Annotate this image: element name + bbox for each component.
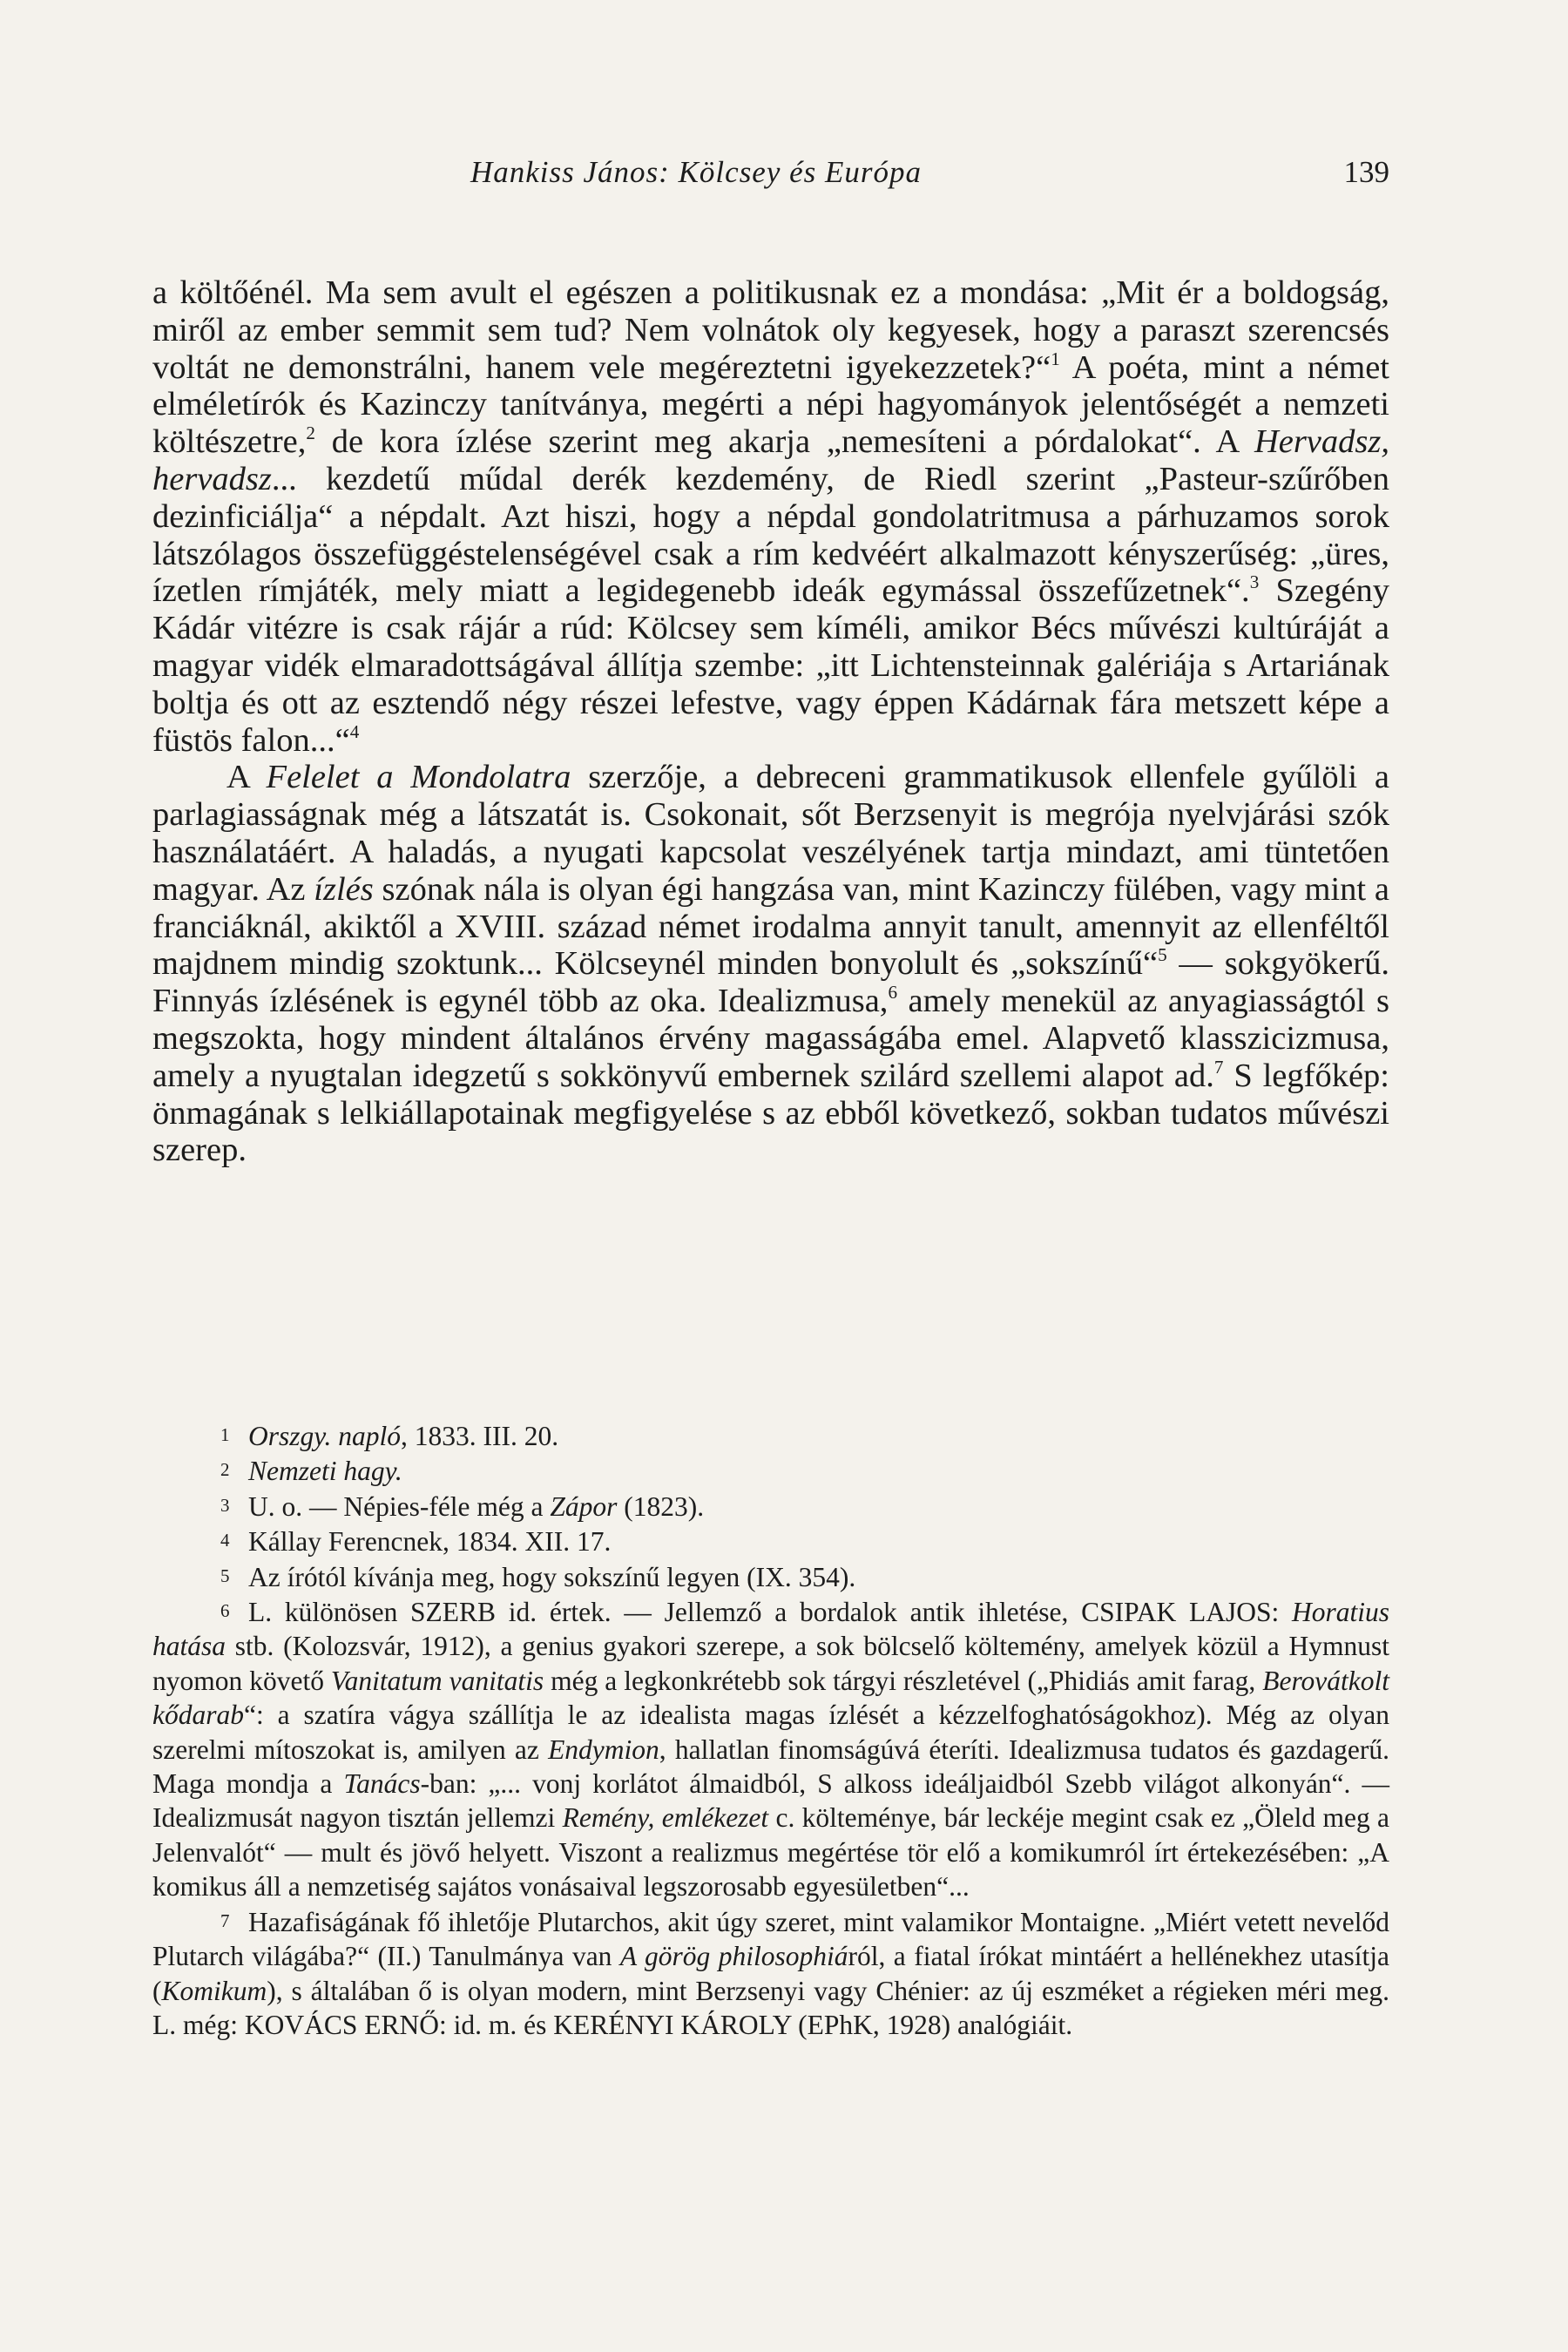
footnote-6 — [152, 1594, 1389, 1904]
footnote-1 — [152, 1418, 1389, 1453]
text-run: U. o. — Népies-féle még a — [248, 1490, 551, 1522]
italic-title: A görög philosophiá — [619, 1941, 848, 1972]
footnote-number: 2 — [220, 1459, 230, 1481]
footnote-ref-4: 4 — [349, 720, 360, 742]
text-run: még a legkonkrétebb sok tárgyi részletével („Phidiás amit farag, — [544, 1665, 1263, 1696]
book-page — [152, 131, 1389, 2239]
text-run: ), s általában ő is olyan modern, mint Berzsenyi vagy Chénier: az új eszméket a régieken méri meg. L. még: KOVÁCS ERNŐ: id. m. és KERÉNYI KÁROLY (EPhK, 1928) analógiáit. — [152, 1975, 1389, 2040]
italic-title: Felelet a Mondolatra — [266, 759, 571, 796]
text-run: Az írótól kívánja meg, hogy sokszínű legyen (IX. 354). — [248, 1561, 856, 1592]
text-run: ... kezdetű műdal derék kezdemény, de Riedl szerint „Pasteur-szűrőben dezinficiálja“ a népdalt. Azt hiszi, hogy a népdal gondolatritmusa a párhuzamos sorok látszólagos összefüggéstelenségével csak a rím kedvéért alkalmazott kényszerűség: „üres, ízetlen rímjáték, mely miatt a legidegenebb ideák egymással összefűzetnek“. — [152, 460, 1389, 610]
footnotes — [152, 1418, 1389, 2042]
text-run: Hazafiságának fő ihletője Plutarchos, akit úgy szeret, mint valamikor Montaigne. „Miért vetett nevelőd Plutarch világába?“ (II.) Tanulmánya van — [152, 1906, 1389, 1972]
italic-title: Endymion — [548, 1734, 659, 1765]
text-run: -ban: „... vonj korlátot álmaidból, S alkoss ideáljaidból Szebb világot alkonyán“. — Idealizmusát nagyon tisztán jellemzi — [152, 1768, 1389, 1834]
paragraph-1 — [152, 274, 1389, 759]
italic-title: Vanitatum vanitatis — [330, 1665, 544, 1696]
footnote-2 — [152, 1453, 1389, 1488]
footnote-ref-7: 7 — [1213, 1056, 1224, 1078]
footnote-number: 7 — [220, 1909, 230, 1931]
italic-title: Tanács — [343, 1768, 421, 1800]
text-run: amely menekül az anyagiasságtól s megszokta, hogy mindent általános érvény magasságába emel. Alapvető klasszicizmusa, amely a nyugtalan idegzetű s sokkönyvű embernek szilárd szellemi alapot ad. — [152, 983, 1389, 1094]
body-text — [152, 274, 1389, 1169]
italic-quote: Berovátkolt kődarab — [152, 1665, 1389, 1731]
footnote-3 — [152, 1489, 1389, 1524]
text-run: c. költeménye, bár leckéje megint csak ez „Öleld meg a Jelenvalót“ — mult és jövő helyett. Viszont a realizmus megértése tör elő a komikumról írt értekezésében: „A komikus áll a nemzetiség sajátos vonásaival legszorosabb egyesületben“... — [152, 1802, 1389, 1903]
italic-title: Nemzeti hagy. — [248, 1456, 402, 1487]
text-run: A — [226, 759, 267, 796]
footnote-4 — [152, 1524, 1389, 1558]
italic-term: ízlés — [314, 870, 374, 908]
text-run: A poéta, mint a német elméletírók és Kazinczy tanítványa, megérti a népi hagyományok jelentőségét a nemzeti költészetre, — [152, 348, 1389, 461]
footnote-ref-6: 6 — [888, 981, 898, 1003]
footnote-ref-3: 3 — [1249, 571, 1260, 593]
text-run: (1823). — [617, 1490, 705, 1522]
footnote-5 — [152, 1559, 1389, 1594]
running-head — [152, 155, 1389, 199]
italic-title: Orszgy. napló — [248, 1421, 402, 1451]
footnote-7 — [152, 1904, 1389, 2043]
text-run: ról, a fiatal írókat mintáért a hellénekhez utasítja ( — [152, 1941, 1389, 2006]
text-run: S legfőkép: önmagának s lelkiállapotainak megfigyelése s az ebből következő, sokban tudatos művészi szerep. — [152, 1057, 1389, 1169]
text-run: szónak nála is olyan égi hangzása van, mint Kazinczy fülében, vagy mint a franciáknál, akiktől a XVIII. század német irodalma annyit tanult, amennyit az ellenféltől majdnem mindig szoktunk... Kölcseynél minden bonyolult és „sokszínű“ — [152, 870, 1389, 983]
footnote-ref-5: 5 — [1158, 944, 1167, 966]
footnote-number: 1 — [220, 1424, 230, 1445]
text-run: L. különösen SZERB id. értek. — Jellemző a bordalok antik ihletése, CSIPAK LAJOS: — [248, 1597, 1292, 1628]
italic-title: Remény, emlékezet — [562, 1802, 769, 1834]
text-run: , hallatlan finomságúvá éteríti. Idealizmusa tudatos és gazdagerű. Maga mondja a — [152, 1734, 1390, 1800]
footnote-ref-2: 2 — [306, 422, 315, 443]
paragraph-2 — [152, 759, 1389, 1169]
running-title: Hankiss János: Kölcsey és Európa — [470, 155, 923, 189]
italic-title: Zápor — [550, 1490, 618, 1522]
footnote-number: 5 — [220, 1565, 230, 1586]
text-run: szerzője, a debreceni grammatikusok ellenfele gyűlöli a parlagiasságnak még a látszatát is. Csokonait, sőt Berzsenyit is megrója nyelvjárási szók használatáért. A haladás, a nyugati kapcsolat veszélyének tartja mindazt, ami tüntetően magyar. Az — [152, 759, 1389, 908]
italic-title: Komikum — [161, 1975, 267, 2006]
text-run: stb. (Kolozsvár, 1912), a genius gyakori szerepe, a sok bölcselő költemény, amelyek közül a Hymnust nyomon követő — [152, 1631, 1389, 1696]
text-run: Szegény Kádár vitézre is csak rájár a rúd: Kölcsey sem kíméli, amikor Bécs művészi kultúráját a magyar vidék elmaradottságával állítja szembe: „itt Lichtensteinnak galériája s Artariának boltja és ott az esztendő négy részei lefestve, vagy éppen Kádárnak fára metszett képe a füstös falon...“ — [152, 572, 1389, 759]
italic-title: Hervadsz, hervadsz — [152, 423, 1389, 497]
italic-title: Horatius hatása — [152, 1597, 1389, 1662]
text-run: Kállay Ferencnek, 1834. XII. 17. — [248, 1526, 612, 1558]
footnote-number: 6 — [220, 1600, 230, 1622]
footnote-number: 4 — [220, 1530, 230, 1551]
text-run: — sokgyökerű. Finnyás ízlésének is egynél több az oka. Idealizmusa, — [152, 945, 1389, 1020]
text-run: “: a szatíra vágya szállítja le az idealista magas ízlését a kézzelfoghatóságokhoz). Még az olyan szerelmi mítoszokat is, amilyen az — [152, 1700, 1389, 1765]
text-run: a költőénél. Ma sem avult el egészen a politikusnak ez a mondása: „Mit ér a boldogság, miről az ember semmit sem tud? Nem volnátok oly kegyesek, hogy a paraszt szerencsés voltát ne demonstrálni, hanem vele megéreztetni igyekezzetek?“ — [152, 274, 1389, 386]
text-run: , 1833. III. 20. — [401, 1421, 559, 1451]
footnote-ref-1: 1 — [1051, 348, 1060, 369]
footnote-number: 3 — [220, 1494, 230, 1516]
text-run: de kora ízlése szerint meg akarja „nemesíteni a pórdalokat“. A — [314, 423, 1254, 461]
page-number: 139 — [1343, 155, 1389, 189]
